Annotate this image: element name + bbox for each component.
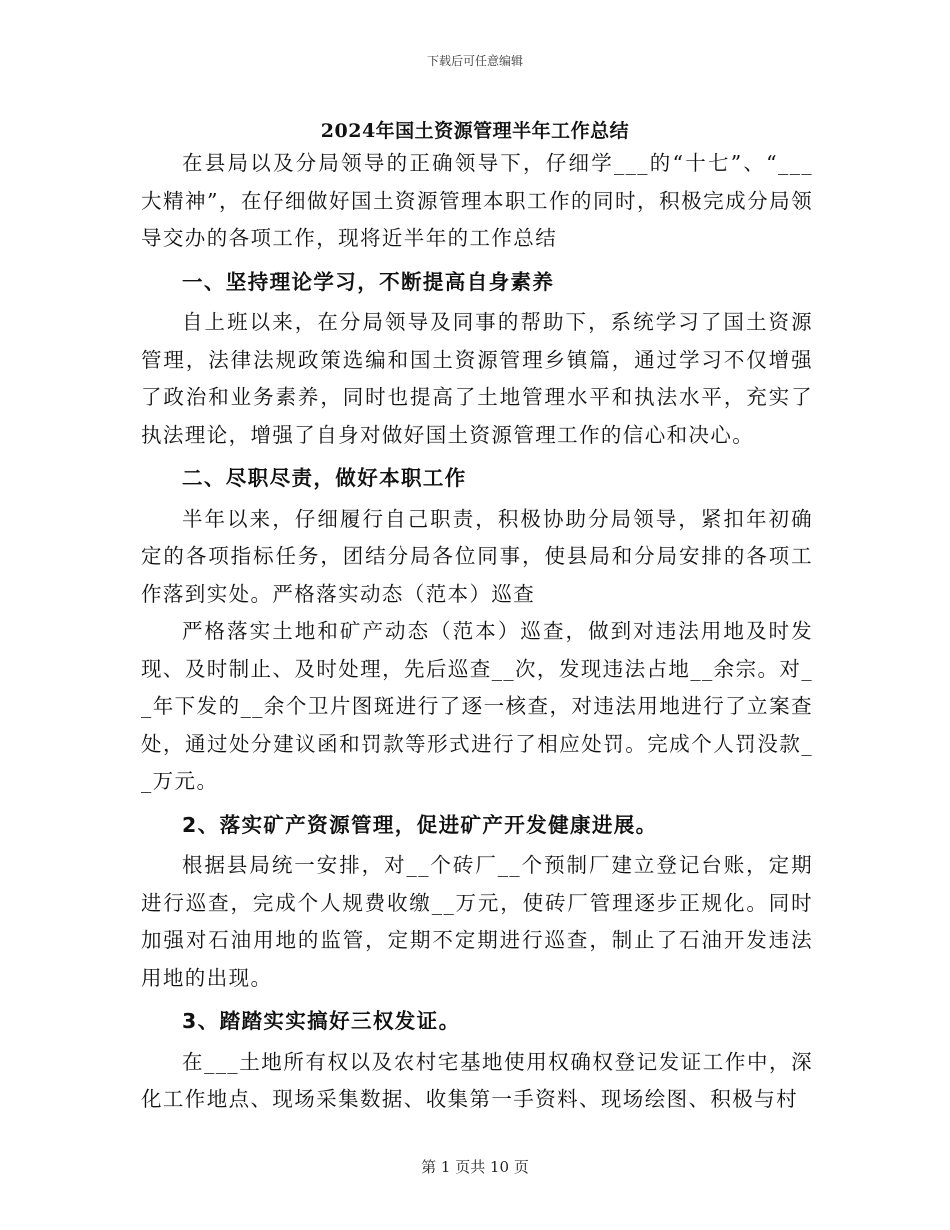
document-body bbox=[141, 145, 813, 1119]
section-heading-2: 二、尽职尽责，做好本职工作 bbox=[182, 466, 467, 490]
section-heading-1: 一、坚持理论学习，不断提高自身素养 bbox=[182, 269, 555, 294]
paragraph-study: 自上班以来，在分局领导及同事的帮助下，系统学习了国土资源管理，法律法规政策选编和国土资源管理乡镇篇，通过学习不仅增强了政治和业务素养，同时也提高了土地管理水平和执法水平，充实了执法理论，增强了自身对做好国土资源管理工作的信心和决心。 bbox=[141, 310, 813, 447]
subsection-heading-certificates: 3、踏踏实实搞好三权发证。 bbox=[182, 1009, 461, 1033]
subsection-heading-mineral: 2、落实矿产资源管理，促进矿产开发健康进展。 bbox=[182, 812, 658, 837]
paragraph-mineral: 根据县局统一安排，对__个砖厂__个预制厂建立登记台账，定期进行巡查，完成个人规费收缴__万元，使砖厂管理逐步正规化。同时加强对石油用地的监管，定期不定期进行巡查，制止了石油开发违法用地的出现。 bbox=[141, 853, 813, 990]
page-number: 第 1 页共 10 页 bbox=[421, 1158, 529, 1176]
document-title: 2024年国土资源管理半年工作总结 bbox=[320, 120, 630, 142]
header-note: 下载后可任意编辑 bbox=[426, 54, 523, 68]
paragraph-certificates: 在___土地所有权以及农村宅基地使用权确权登记发证工作中，深化工作地点、现场采集数据、收集第一手资料、现场绘图、积极与村 bbox=[141, 1049, 813, 1111]
paragraph-inspection: 严格落实土地和矿产动态（范本）巡查，做到对违法用地及时发现、及时制止、及时处理，先后巡查__次，发现违法占地__余宗。对__年下发的__余个卫片图斑进行了逐一核查，对违法用地进行了立案查处，通过处分建议函和罚款等形式进行了相应处罚。完成个人罚没款__万元。 bbox=[141, 619, 813, 793]
paragraph-intro: 在县局以及分局领导的正确领导下，仔细学___的“十七”、“___大精神”，在仔细做好国土资源管理本职工作的同时，积极完成分局领导交办的各项工作，现将近半年的工作总结 bbox=[141, 151, 813, 250]
paragraph-duties: 半年以来，仔细履行自己职责，积极协助分局领导，紧扣年初确定的各项指标任务，团结分局各位同事，使县局和分局安排的各项工作落到实处。严格落实动态（范本）巡查 bbox=[141, 506, 813, 606]
